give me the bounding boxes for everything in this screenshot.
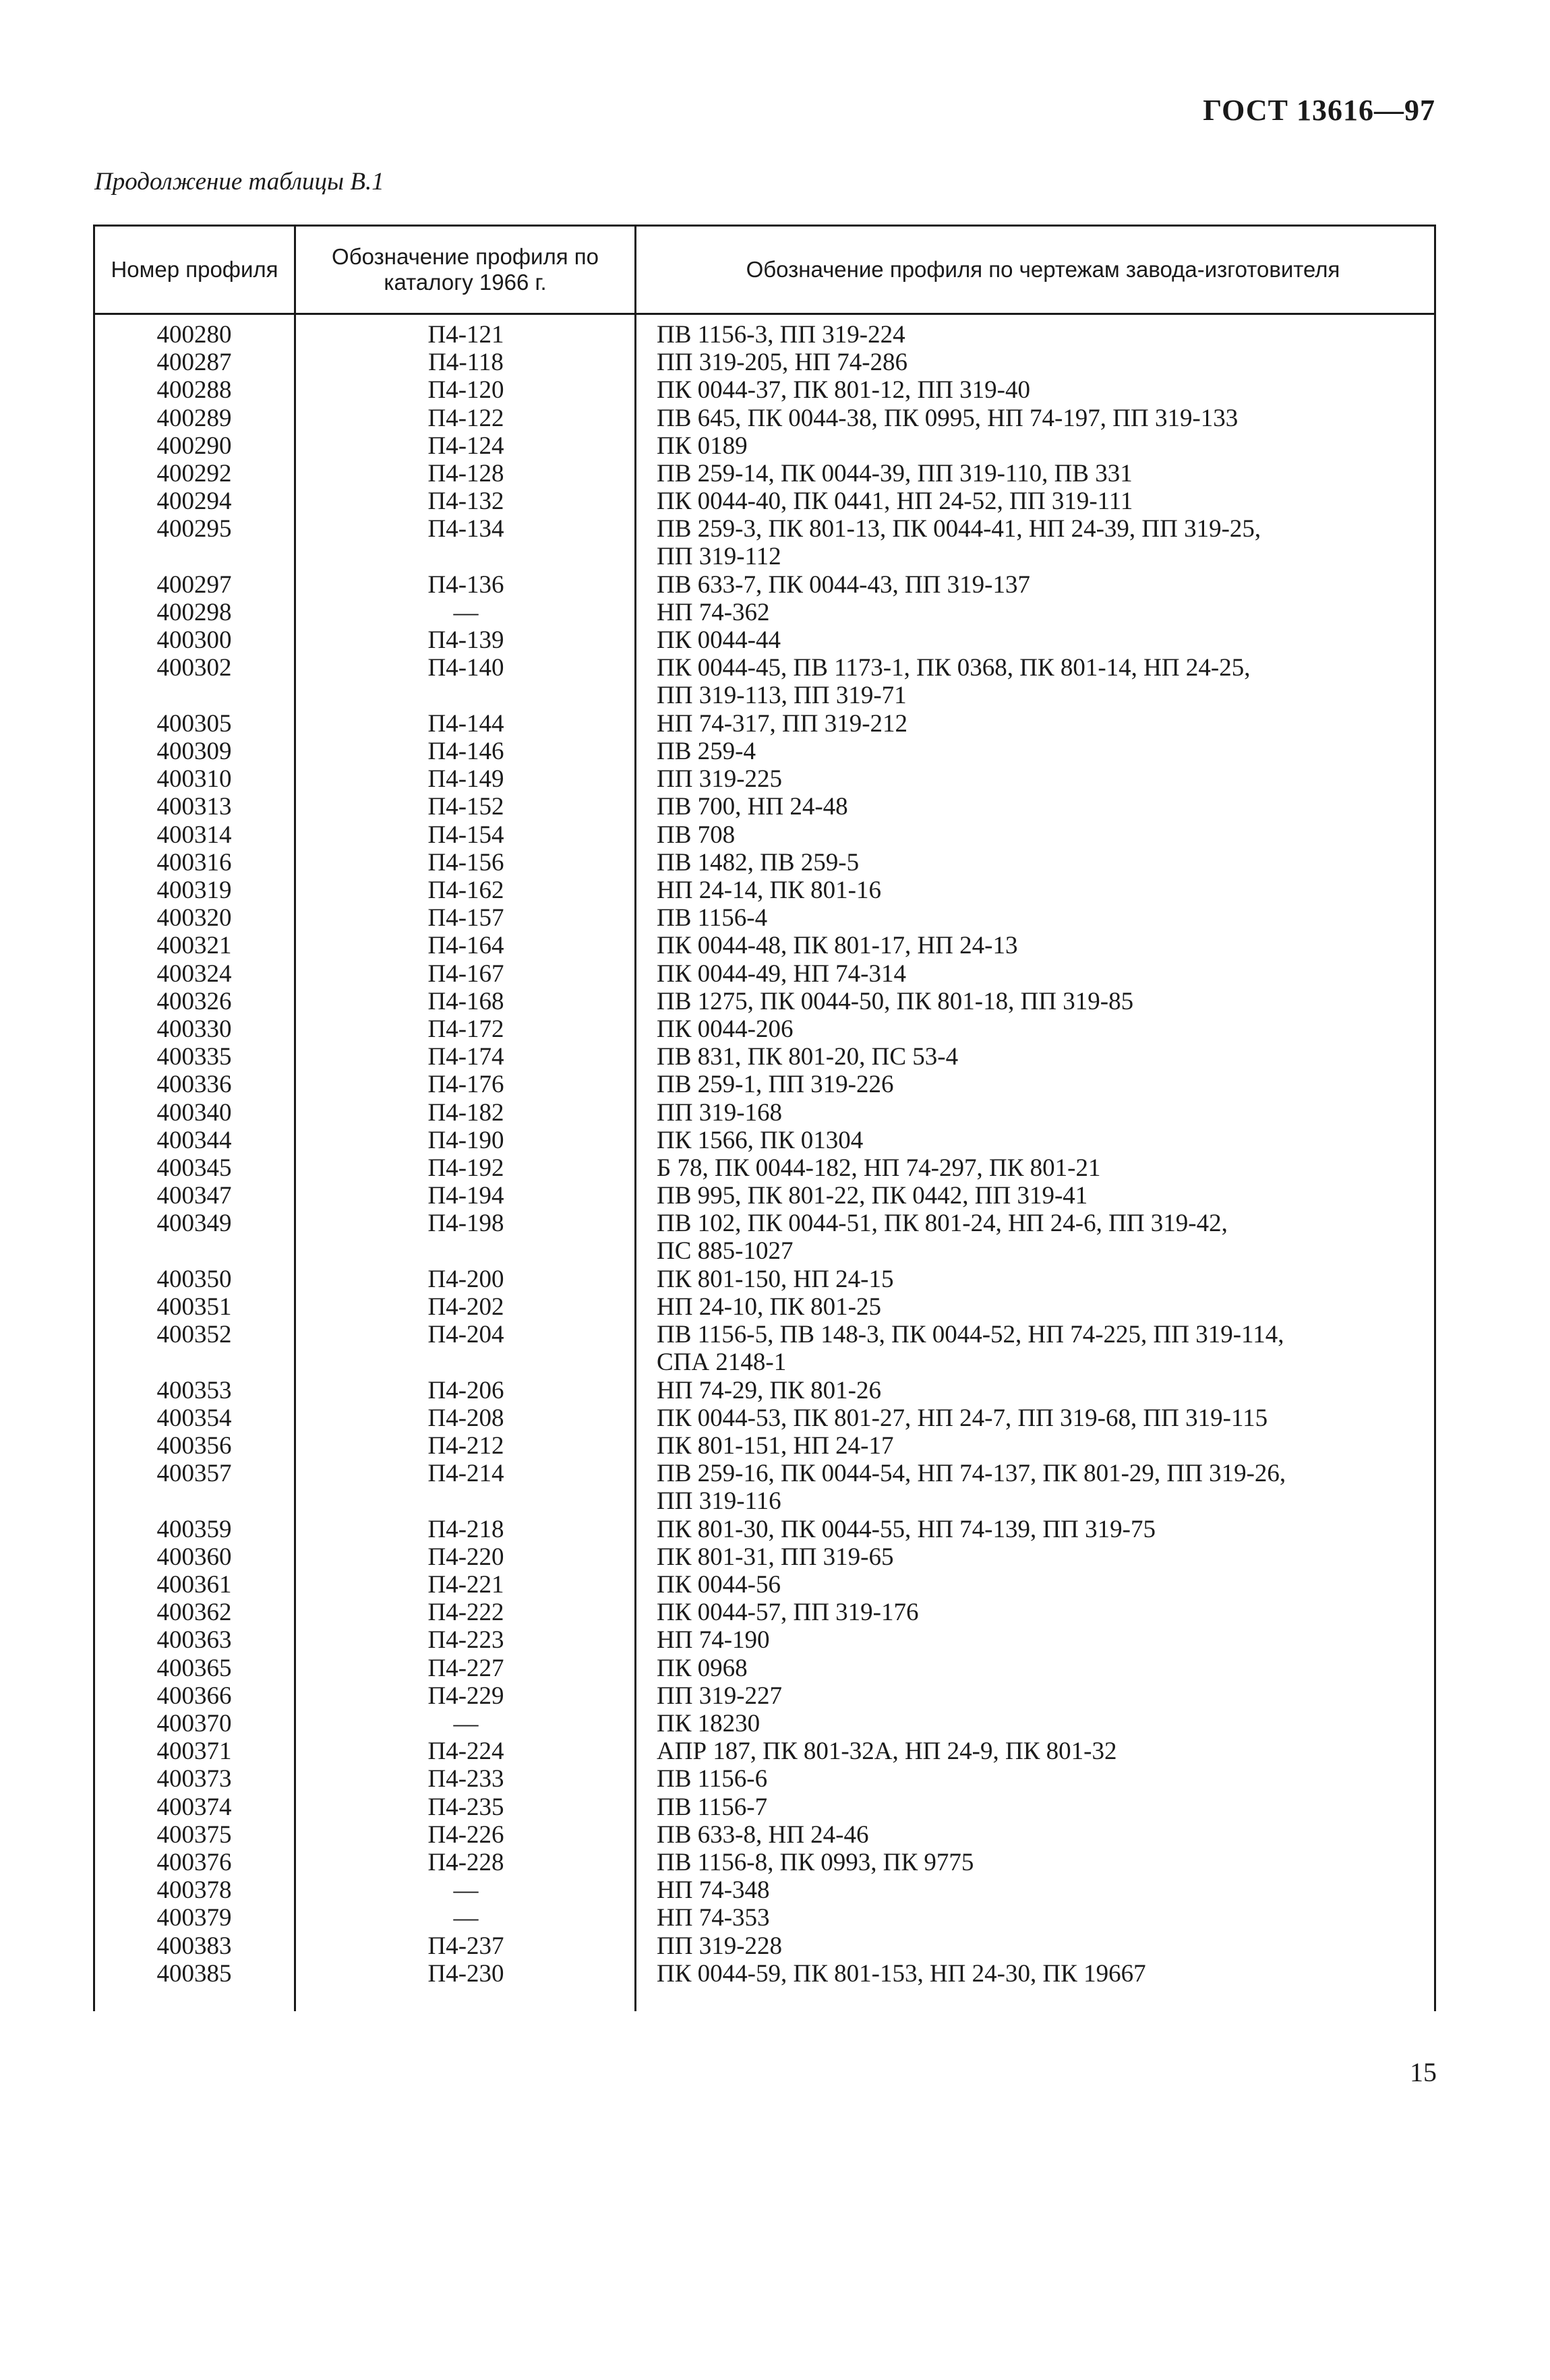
factory-designation-cell [657, 1127, 1432, 1154]
factory-designation-line: ПП 319-113, ПП 319-71 [657, 682, 907, 710]
catalog-code-cell: П4-120 [427, 376, 504, 405]
catalog-code-cell: П4-172 [427, 1015, 504, 1043]
factory-designation-line: ПВ 1156-8, ПК 0993, ПК 9775 [657, 1849, 974, 1876]
catalog-code-cell: П4-124 [427, 432, 504, 460]
profile-number-cell: 400378 [156, 1876, 232, 1905]
catalog-code-cell: П4-149 [427, 765, 504, 794]
factory-designation-line: ПВ 102, ПК 0044-51, ПК 801-24, НП 24-6, ПП 319-42, [657, 1210, 1228, 1238]
catalog-code-cell: П4-139 [427, 626, 504, 655]
catalog-code-cell: П4-118 [428, 349, 504, 377]
factory-designation-cell [657, 1626, 1432, 1654]
catalog-code-cell: П4-233 [427, 1765, 504, 1793]
catalog-code-cell: — [453, 1710, 479, 1737]
factory-designation-line: ПК 801-31, ПП 319-65 [657, 1543, 894, 1571]
factory-designation-line: ПП 319-228 [657, 1932, 783, 1960]
factory-designation-line: ПК 0044-53, ПК 801-27, НП 24-7, ПП 319-68, ПП 319-115 [657, 1404, 1268, 1432]
catalog-code-cell: П4-192 [427, 1154, 504, 1182]
profile-number-cell: 400330 [156, 1015, 232, 1043]
profile-number-cell: 400373 [156, 1765, 232, 1793]
factory-designation-cell [657, 904, 1432, 932]
factory-designation-cell [657, 1821, 1432, 1849]
factory-designation-cell [657, 1015, 1432, 1043]
catalog-code-cell: П4-140 [427, 654, 504, 682]
factory-designation-line: ПВ 700, НП 24-48 [657, 793, 848, 821]
catalog-code-cell: П4-194 [427, 1182, 504, 1210]
factory-designation-cell [657, 515, 1432, 570]
profile-number-cell: 400351 [156, 1293, 232, 1321]
catalog-code-cell: П4-214 [427, 1460, 504, 1488]
profile-number-cell: 400326 [156, 987, 232, 1015]
profile-number-cell: 400294 [156, 487, 232, 516]
factory-designation-line: НП 74-29, ПК 801-26 [657, 1376, 881, 1404]
factory-designation-cell [657, 1793, 1432, 1821]
factory-designation-cell [657, 738, 1432, 765]
factory-designation-line: ПП 319-112 [657, 543, 781, 571]
catalog-code-cell: П4-144 [427, 709, 504, 738]
catalog-code-cell: — [453, 1904, 479, 1932]
profile-number-cell: 400361 [156, 1571, 232, 1599]
factory-designation-cell [657, 876, 1432, 904]
catalog-code-cell: П4-198 [427, 1210, 504, 1238]
factory-designation-line: ПП 319-168 [657, 1098, 783, 1127]
factory-designation-cell [657, 1071, 1432, 1098]
profile-number-cell: 400353 [156, 1376, 232, 1404]
column-header-profile-number: Номер профиля [111, 257, 278, 282]
catalog-code-cell: П4-132 [427, 487, 504, 516]
profile-number-cell: 400288 [156, 376, 232, 405]
factory-designation-line: ПК 0189 [657, 432, 748, 460]
catalog-code-cell: П4-168 [427, 987, 504, 1015]
profile-number-cell: 400359 [156, 1515, 232, 1543]
profile-number-cell: 400336 [156, 1071, 232, 1099]
factory-designation-cell [657, 599, 1432, 626]
factory-designation-cell [657, 988, 1432, 1015]
factory-designation-cell [657, 765, 1432, 793]
factory-designation-line: ПВ 1482, ПВ 259-5 [657, 848, 860, 876]
factory-designation-line: ПК 0044-59, ПК 801-153, НП 24-30, ПК 19667 [657, 1959, 1146, 1988]
factory-designation-line: ПВ 1275, ПК 0044-50, ПК 801-18, ПП 319-85 [657, 987, 1134, 1015]
factory-designation-line: ПК 0968 [657, 1654, 748, 1682]
factory-designation-line: ПК 18230 [657, 1710, 761, 1737]
factory-designation-line: ПП 319-205, НП 74-286 [657, 349, 908, 377]
factory-designation-cell [657, 432, 1432, 460]
catalog-code-cell: П4-174 [427, 1043, 504, 1071]
catalog-code-cell: — [453, 1876, 479, 1905]
factory-designation-line: ПК 0044-45, ПВ 1173-1, ПК 0368, ПК 801-14, НП 24-25, [657, 654, 1251, 682]
profile-number-cell: 400349 [156, 1210, 232, 1238]
profile-number-cell: 400309 [156, 738, 232, 765]
factory-designation-line: ПВ 1156-7 [657, 1793, 768, 1821]
profile-number-cell: 400347 [156, 1182, 232, 1210]
profile-number-cell: 400340 [156, 1098, 232, 1127]
factory-designation-line: НП 24-14, ПК 801-16 [657, 876, 881, 904]
catalog-code-cell: П4-136 [427, 570, 504, 599]
catalog-code-cell: П4-229 [427, 1682, 504, 1710]
factory-designation-cell [657, 1154, 1432, 1182]
factory-designation-cell [657, 849, 1432, 876]
profile-number-cell: 400335 [156, 1043, 232, 1071]
factory-designation-cell [657, 1571, 1432, 1599]
profiles-table [93, 225, 1436, 2011]
factory-designation-cell [657, 571, 1432, 599]
catalog-code-cell: П4-220 [427, 1543, 504, 1571]
catalog-code-cell: П4-228 [427, 1849, 504, 1876]
table-caption: Продолжение таблицы В.1 [94, 168, 384, 196]
factory-designation-cell [657, 654, 1432, 709]
catalog-code-cell: П4-237 [427, 1932, 504, 1960]
profile-number-cell: 400356 [156, 1432, 232, 1460]
catalog-code-cell: П4-167 [427, 959, 504, 988]
factory-designation-line: ПС 885-1027 [657, 1237, 794, 1266]
factory-designation-line: НП 74-362 [657, 599, 770, 626]
factory-designation-cell [657, 1710, 1432, 1737]
profile-number-cell: 400295 [156, 515, 232, 543]
factory-designation-line: ПВ 1156-6 [657, 1765, 768, 1793]
factory-designation-cell [657, 1516, 1432, 1543]
factory-designation-line: ПК 0044-57, ПП 319-176 [657, 1599, 919, 1627]
catalog-code-cell: П4-121 [427, 321, 504, 349]
catalog-code-cell: П4-152 [427, 793, 504, 821]
factory-designation-line: ПВ 259-3, ПК 801-13, ПК 0044-41, НП 24-39, ПП 319-25, [657, 515, 1261, 543]
factory-designation-line: ПВ 633-8, НП 24-46 [657, 1820, 869, 1849]
catalog-code-cell: П4-157 [427, 904, 504, 932]
factory-designation-line: ПП 319-116 [657, 1487, 781, 1516]
catalog-code-cell: П4-122 [427, 404, 504, 432]
factory-designation-cell [657, 793, 1432, 821]
profile-number-cell: 400350 [156, 1265, 232, 1293]
profile-number-cell: 400289 [156, 404, 232, 432]
profile-number-cell: 400297 [156, 570, 232, 599]
profile-number-cell: 400319 [156, 876, 232, 904]
factory-designation-line: ПП 319-225 [657, 765, 783, 794]
factory-designation-cell [657, 626, 1432, 654]
factory-designation-line: ПК 1566, ПК 01304 [657, 1126, 864, 1154]
catalog-code-cell: П4-162 [427, 876, 504, 904]
catalog-code-cell: П4-190 [427, 1126, 504, 1154]
catalog-code-cell: П4-202 [427, 1293, 504, 1321]
catalog-code-cell: П4-164 [427, 932, 504, 960]
factory-designation-cell [657, 1876, 1432, 1904]
factory-designation-cell [657, 1904, 1432, 1932]
factory-designation-line: ПВ 1156-4 [657, 904, 768, 932]
factory-designation-cell [657, 1960, 1432, 1988]
factory-designation-cell [657, 321, 1432, 349]
profile-number-cell: 400298 [156, 599, 232, 626]
catalog-code-cell: П4-154 [427, 821, 504, 849]
catalog-code-cell: П4-227 [427, 1654, 504, 1682]
factory-designation-line: НП 24-10, ПК 801-25 [657, 1293, 881, 1321]
factory-designation-line: ПВ 259-1, ПП 319-226 [657, 1071, 894, 1099]
factory-designation-cell [657, 1655, 1432, 1682]
factory-designation-line: ПВ 831, ПК 801-20, ПС 53-4 [657, 1043, 959, 1071]
catalog-code-cell: П4-146 [427, 738, 504, 765]
profile-number-cell: 400316 [156, 848, 232, 876]
factory-designation-cell [657, 1321, 1432, 1376]
catalog-code-cell: П4-128 [427, 460, 504, 487]
factory-designation-cell [657, 460, 1432, 487]
profile-number-cell: 400287 [156, 349, 232, 377]
factory-designation-cell [657, 1293, 1432, 1321]
factory-designation-line: ПК 0044-44 [657, 626, 781, 655]
profile-number-cell: 400352 [156, 1321, 232, 1349]
profile-number-cell: 400376 [156, 1849, 232, 1876]
catalog-code-cell: П4-200 [427, 1265, 504, 1293]
catalog-code-cell: П4-223 [427, 1626, 504, 1655]
factory-designation-line: ПК 801-151, НП 24-17 [657, 1432, 894, 1460]
catalog-code-cell: П4-182 [427, 1098, 504, 1127]
factory-designation-line: ПК 0044-48, ПК 801-17, НП 24-13 [657, 932, 1018, 960]
factory-designation-line: ПВ 645, ПК 0044-38, ПК 0995, НП 74-197, ПП 319-133 [657, 404, 1239, 432]
profile-number-cell: 400363 [156, 1626, 232, 1655]
column-header-factory-drawings: Обозначение профиля по чертежам завода-изготовителя [746, 257, 1340, 282]
factory-designation-cell [657, 1432, 1432, 1460]
factory-designation-cell [657, 821, 1432, 849]
factory-designation-cell [657, 376, 1432, 404]
catalog-code-cell: П4-221 [427, 1571, 504, 1599]
factory-designation-cell [657, 1599, 1432, 1626]
factory-designation-line: НП 74-348 [657, 1876, 770, 1905]
profile-number-cell: 400354 [156, 1404, 232, 1432]
factory-designation-cell [657, 960, 1432, 988]
factory-designation-cell [657, 349, 1432, 376]
profile-number-cell: 400344 [156, 1126, 232, 1154]
factory-designation-line: ПК 0044-56 [657, 1571, 781, 1599]
factory-designation-cell [657, 1460, 1432, 1515]
profile-number-cell: 400362 [156, 1599, 232, 1627]
factory-designation-cell [657, 1682, 1432, 1710]
factory-designation-cell [657, 1849, 1432, 1876]
profile-number-cell: 400280 [156, 321, 232, 349]
factory-designation-cell [657, 1377, 1432, 1404]
factory-designation-cell [657, 1099, 1432, 1127]
factory-designation-cell [657, 1182, 1432, 1210]
factory-designation-line: ПК 0044-40, ПК 0441, НП 24-52, ПП 319-111 [657, 487, 1133, 516]
catalog-code-cell: — [453, 599, 479, 626]
catalog-code-cell: П4-156 [427, 848, 504, 876]
catalog-code-cell: П4-230 [427, 1959, 504, 1988]
factory-designation-line: Б 78, ПК 0044-182, НП 74-297, ПК 801-21 [657, 1154, 1101, 1182]
factory-designation-cell [657, 487, 1432, 515]
catalog-code-cell: П4-226 [427, 1820, 504, 1849]
profile-number-cell: 400385 [156, 1959, 232, 1988]
profile-number-cell: 400345 [156, 1154, 232, 1182]
factory-designation-line: ПК 0044-206 [657, 1015, 794, 1043]
factory-designation-line: ПВ 259-14, ПК 0044-39, ПП 319-110, ПВ 331 [657, 460, 1133, 487]
profile-number-cell: 400324 [156, 959, 232, 988]
factory-designation-line: ПК 801-150, НП 24-15 [657, 1265, 894, 1293]
catalog-code-cell: П4-204 [427, 1321, 504, 1349]
factory-designation-line: ПВ 708 [657, 821, 736, 849]
factory-designation-line: ПК 0044-49, НП 74-314 [657, 959, 906, 988]
profile-number-cell: 400374 [156, 1793, 232, 1821]
catalog-code-cell: П4-222 [427, 1599, 504, 1627]
profile-number-cell: 400366 [156, 1682, 232, 1710]
factory-designation-line: ПВ 1156-3, ПП 319-224 [657, 321, 905, 349]
document-standard-number: ГОСТ 13616—97 [1203, 94, 1435, 127]
factory-designation-line: ПВ 1156-5, ПВ 148-3, ПК 0044-52, НП 74-225, ПП 319-114, [657, 1321, 1284, 1349]
profile-number-cell: 400320 [156, 904, 232, 932]
profile-number-cell: 400290 [156, 432, 232, 460]
catalog-code-cell: П4-224 [427, 1737, 504, 1766]
factory-designation-cell [657, 1737, 1432, 1765]
profile-number-cell: 400365 [156, 1654, 232, 1682]
profile-number-cell: 400314 [156, 821, 232, 849]
profile-number-cell: 400375 [156, 1820, 232, 1849]
profile-number-cell: 400370 [156, 1710, 232, 1737]
column-header-catalog-1966: Обозначение профиля по каталогу 1966 г. [332, 244, 599, 295]
catalog-code-cell: П4-212 [427, 1432, 504, 1460]
profile-number-cell: 400300 [156, 626, 232, 655]
factory-designation-cell [657, 1765, 1432, 1793]
factory-designation-cell [657, 1043, 1432, 1071]
factory-designation-cell [657, 1404, 1432, 1432]
factory-designation-cell [657, 710, 1432, 738]
factory-designation-line: НП 74-190 [657, 1626, 770, 1655]
profile-number-cell: 400321 [156, 932, 232, 960]
catalog-code-cell: П4-218 [427, 1515, 504, 1543]
profile-number-cell: 400371 [156, 1737, 232, 1766]
profile-number-cell: 400302 [156, 654, 232, 682]
factory-designation-line: АПР 187, ПК 801-32А, НП 24-9, ПК 801-32 [657, 1737, 1117, 1766]
factory-designation-line: НП 74-353 [657, 1904, 770, 1932]
factory-designation-line: ПК 801-30, ПК 0044-55, НП 74-139, ПП 319-75 [657, 1515, 1156, 1543]
profile-number-cell: 400292 [156, 460, 232, 487]
page-number: 15 [1410, 2057, 1437, 2087]
factory-designation-line: ПВ 995, ПК 801-22, ПК 0442, ПП 319-41 [657, 1182, 1088, 1210]
factory-designation-cell [657, 1266, 1432, 1293]
profile-number-cell: 400379 [156, 1904, 232, 1932]
catalog-code-cell: П4-206 [427, 1376, 504, 1404]
profile-number-cell: 400360 [156, 1543, 232, 1571]
profile-number-cell: 400383 [156, 1932, 232, 1960]
factory-designation-line: ПП 319-227 [657, 1682, 783, 1710]
factory-designation-line: ПК 0044-37, ПК 801-12, ПП 319-40 [657, 376, 1030, 405]
factory-designation-cell [657, 1543, 1432, 1571]
factory-designation-cell [657, 405, 1432, 432]
profile-number-cell: 400357 [156, 1460, 232, 1488]
factory-designation-line: ПВ 259-4 [657, 738, 756, 765]
profile-number-cell: 400305 [156, 709, 232, 738]
factory-designation-line: ПВ 633-7, ПК 0044-43, ПП 319-137 [657, 570, 1030, 599]
factory-designation-line: СПА 2148-1 [657, 1348, 787, 1377]
factory-designation-cell [657, 932, 1432, 959]
catalog-code-cell: П4-208 [427, 1404, 504, 1432]
factory-designation-line: ПВ 259-16, ПК 0044-54, НП 74-137, ПК 801-29, ПП 319-26, [657, 1460, 1286, 1488]
profile-number-cell: 400313 [156, 793, 232, 821]
factory-designation-cell [657, 1210, 1432, 1265]
catalog-code-cell: П4-176 [427, 1071, 504, 1099]
catalog-code-cell: П4-134 [427, 515, 504, 543]
factory-designation-line: НП 74-317, ПП 319-212 [657, 709, 908, 738]
factory-designation-cell [657, 1932, 1432, 1960]
profile-number-cell: 400310 [156, 765, 232, 794]
column-border-right [1434, 225, 1436, 2011]
catalog-code-cell: П4-235 [427, 1793, 504, 1821]
